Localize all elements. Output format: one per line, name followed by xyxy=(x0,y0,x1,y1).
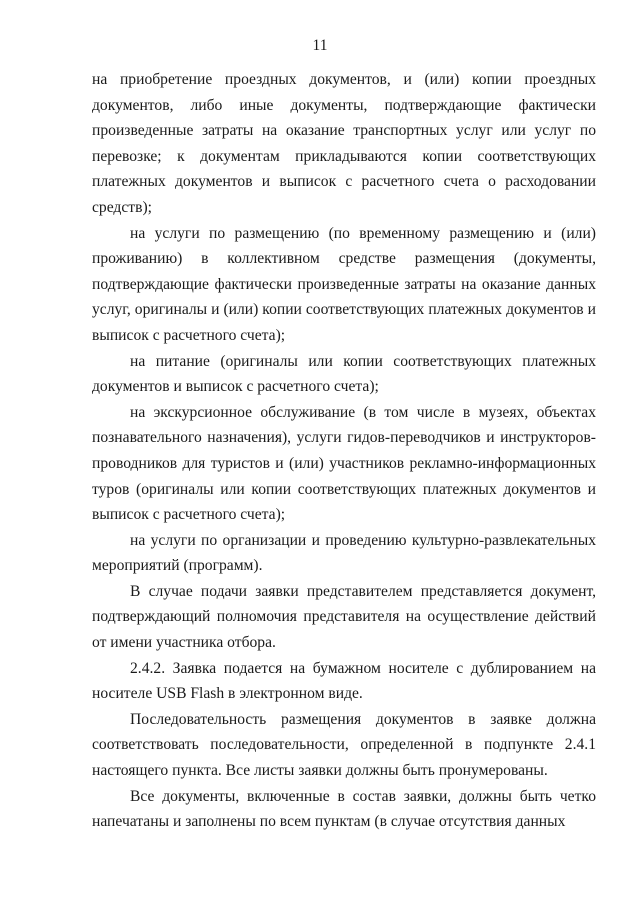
paragraph-transport-docs: на приобретение проездных документов, и (или) копии проездных документов, либо иные документы, подтверждающие фактически произведенные затраты на оказание транспортных услуг или услуг по перевозке; к документам прикладываются копии соответствующих платежных документов и выписок с расчетного счета о расходовании средств); xyxy=(92,71,596,216)
paragraph-sequence: Последовательность размещения документов в заявке должна соответствовать последовательности, определенной в подпункте 2.4.1 настоящего пункта. Все листы заявки должны быть пронумерованы. xyxy=(92,710,596,780)
paragraph-2-4-2: 2.4.2. Заявка подается на бумажном носителе с дублированием на носителе USB Flash в электронном виде. xyxy=(92,659,596,703)
paragraph-meals: на питание (оригиналы или копии соответствующих платежных документов и выписок с расчетного счета); xyxy=(92,352,596,396)
paragraph-accommodation: на услуги по размещению (по временному размещению и (или) проживанию) в коллективном средстве размещения (документы, подтверждающие фактически произведенные затраты на оказание данных услуг, оригиналы и (или) копии соответствующих платежных документов и выписок с расчетного счета); xyxy=(92,224,596,344)
paragraph-cultural-events: на услуги по организации и проведению культурно-развлекательных мероприятий (программ). xyxy=(92,531,596,575)
page-number: 11 xyxy=(312,37,328,54)
paragraph-representative: В случае подачи заявки представителем представляется документ, подтверждающий полномочия представителя на осуществление действий от имени участника отбора. xyxy=(92,582,596,652)
paragraph-excursions: на экскурсионное обслуживание (в том числе в музеях, объектах познавательного назначения), услуги гидов-переводчиков и инструкторов-проводников для туристов и (или) участников рекламно-информационных туров (оригиналы или копии соответствующих платежных документов и выписок с расчетного счета); xyxy=(92,403,596,524)
paragraph-all-documents: Все документы, включенные в состав заявки, должны быть четко напечатаны и заполнены по всем пунктам (в случае отсутствия данных xyxy=(92,787,596,831)
document-body xyxy=(92,67,596,835)
